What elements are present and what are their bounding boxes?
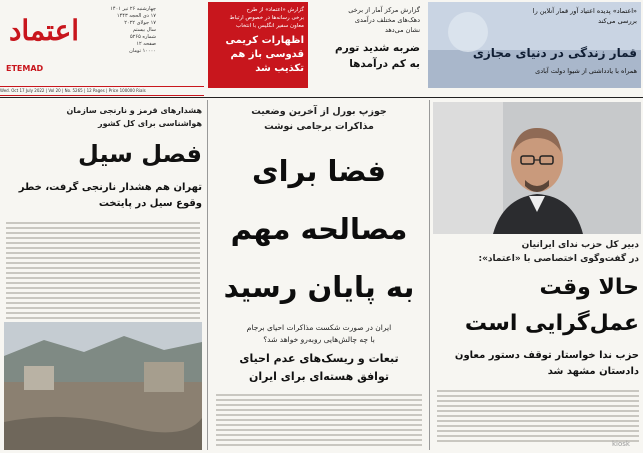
- masthead-info-bar: [0, 86, 204, 96]
- kicker-line: دهک‌های مختلف درآمدی: [354, 16, 420, 24]
- headline-line: فضا برای: [252, 154, 386, 188]
- headline-line: به کم درآمدها: [349, 58, 420, 70]
- sub-line: تهران هم هشدار نارنجی گرفت، خطر: [18, 182, 202, 193]
- right-main-headline[interactable]: [435, 270, 639, 342]
- center-body-text: [216, 394, 422, 449]
- sub-line: حزب ندا خواستار توقف دستور معاون: [454, 350, 639, 361]
- column-divider: [429, 100, 430, 450]
- center-column: [210, 100, 428, 453]
- headline-line: تکذیب شد: [255, 63, 304, 74]
- kicker-line: معاون سفیر انگلیس با انتخاب: [236, 23, 304, 29]
- meta-line: ۱۰۰۰۰ تومان: [129, 48, 156, 54]
- top-middle-headline: [312, 40, 420, 72]
- headline-line: به پایان رسید: [223, 270, 415, 304]
- flood-body-text: [6, 222, 200, 322]
- center-kicker: [214, 104, 424, 134]
- horizontal-rule: [0, 97, 643, 98]
- flood-kicker: [2, 104, 202, 130]
- headline-line: ضربه شدید تورم: [335, 42, 420, 54]
- top-right-story[interactable]: [428, 2, 641, 88]
- top-right-headline: قمار زندگی در دنیای مجازی: [472, 46, 637, 60]
- center-main-headline[interactable]: [212, 142, 426, 316]
- meta-line: صفحه ۱۲: [136, 41, 156, 47]
- kicker-line: بررسی می‌کند: [598, 17, 637, 25]
- flood-headline[interactable]: فصل سیل: [78, 140, 202, 168]
- headline-line: حالا وقت: [539, 275, 639, 300]
- meta-line: شماره ۵۲۶۵: [130, 34, 156, 40]
- kicker-line: نشان می‌دهد: [384, 26, 420, 34]
- kicker-line: در گفت‌وگوی اختصاصی با «اعتماد»:: [478, 254, 639, 264]
- red-box-kicker: [210, 6, 304, 30]
- meta-line: سال بیستم: [132, 27, 156, 33]
- masthead-logo: اعتماد: [8, 14, 80, 47]
- sub-line: وقوع سیل در پایتخت: [98, 198, 202, 209]
- top-right-kicker: [432, 6, 637, 26]
- red-box-headline: [210, 34, 304, 76]
- kicker-line: گزارش مرکز آمار از برخی: [348, 6, 420, 14]
- headline-line: عمل‌گرایی است: [464, 311, 639, 336]
- meta-line: ۱۷ جولای ۲۰۲۲: [124, 20, 156, 26]
- kicker-line: ایران در صورت شکست مذاکرات احیای برجام: [246, 323, 392, 332]
- sub-line: دادستان مشهد شد: [547, 366, 639, 377]
- red-teaser-box[interactable]: [208, 2, 308, 88]
- right-body-text: [437, 390, 639, 445]
- meta-line: ۱۷ ذی الحجه ۱۴۴۳: [116, 13, 156, 19]
- flood-photo: [4, 322, 202, 450]
- right-kicker: [435, 238, 639, 266]
- headline-line: مصالحه مهم: [230, 212, 408, 246]
- masthead: [0, 0, 88, 96]
- flood-subheadline: [2, 180, 202, 212]
- right-column: [431, 100, 643, 453]
- kicker-line: دبیر کل حزب ندای ایرانیان: [521, 240, 639, 250]
- headline-line: تبعات و ریسک‌های عدم احیای: [239, 352, 399, 365]
- kicker-line: با چه چالش‌هایی روبه‌رو خواهد شد؟: [263, 335, 375, 344]
- top-right-sub: همراه با یادداشتی از شیوا دولت آبادی: [535, 67, 637, 75]
- info-line: Wed. Oct 17 July 2022 | Vol 20 | No. 5265 | 12 Pages | Price 100000 Rials: [0, 88, 146, 93]
- headline-line: توافق هسته‌ای برای ایران: [249, 370, 389, 383]
- portrait-photo: [433, 102, 641, 234]
- meta-line: چهارشنبه ۲۶ تیر ۱۴۰۱: [110, 6, 156, 12]
- column-divider: [207, 100, 208, 450]
- kicker-line: «اعتماد» پدیده اعتیاد آور قمار آنلاین را: [532, 7, 637, 15]
- headline-line: قدوسی باز هم: [230, 49, 304, 60]
- kiosk-watermark: kiosk: [612, 440, 630, 448]
- kicker-line: مذاکرات برجامی نوشت: [264, 121, 374, 132]
- kicker-line: هواشناسی برای کل کشور: [97, 119, 202, 128]
- headline-line: اظهارات کریمی: [225, 35, 304, 46]
- masthead-meta: [90, 6, 156, 55]
- kicker-line: برخی رسانه‌ها در خصوص ارتباط: [229, 15, 304, 21]
- kicker-line: هشدارهای قرمز و نارنجی سازمان: [66, 106, 202, 115]
- top-middle-story[interactable]: [312, 2, 424, 88]
- kicker-line: جوزپ بورل از آخرین وضعیت: [251, 106, 387, 117]
- masthead-latin: ETEMAD: [6, 64, 44, 73]
- top-middle-kicker: [314, 5, 420, 35]
- center-sub-headline[interactable]: [214, 350, 424, 386]
- right-subheadline[interactable]: [435, 348, 639, 380]
- left-column: [0, 100, 206, 453]
- center-sub-kicker: [214, 322, 424, 346]
- kicker-line: گزارش «اعتماد» از طرح: [246, 7, 304, 13]
